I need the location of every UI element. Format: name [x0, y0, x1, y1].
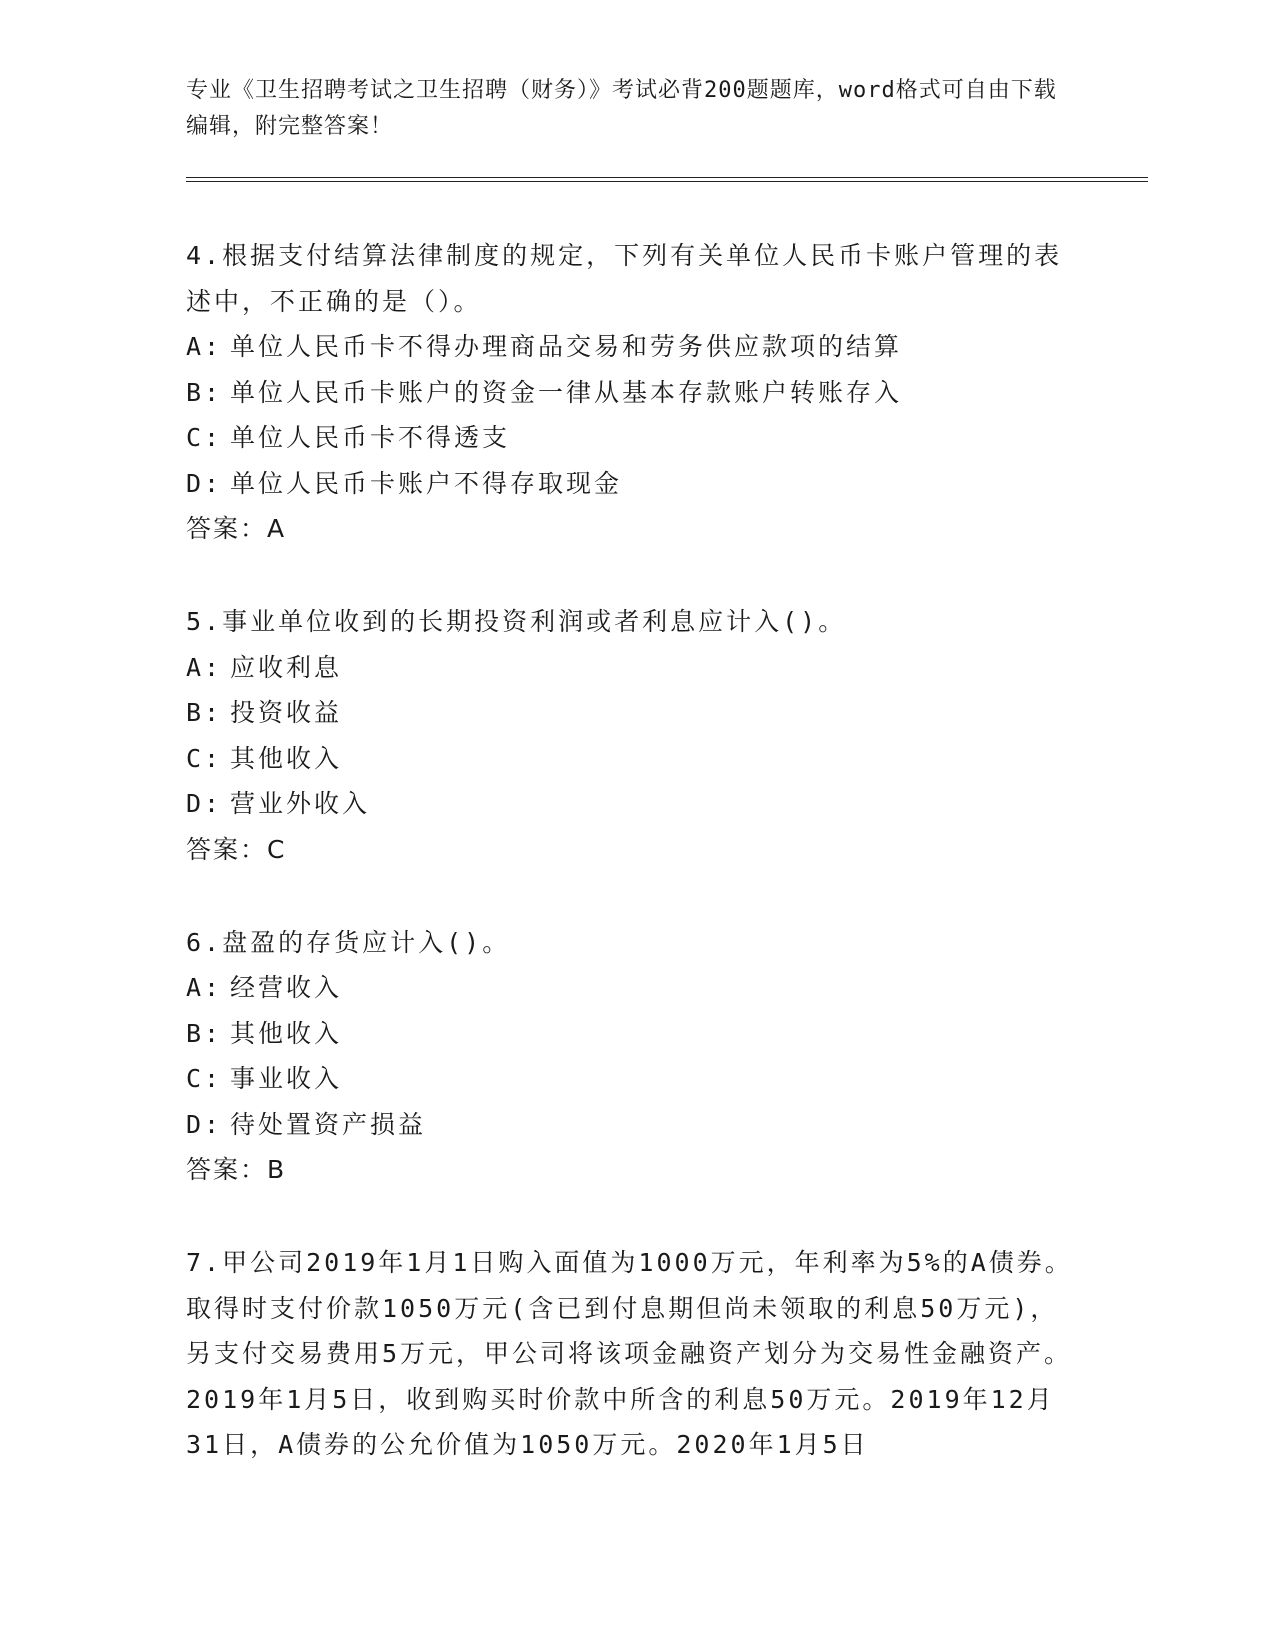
document-header: 专业《卫生招聘考试之卫生招聘（财务）》考试必背200题题库，word格式可自由下载编辑，附完整答案！ [186, 78, 1057, 139]
answer-label: 答案：A [186, 514, 287, 543]
option-a [186, 324, 1086, 370]
option-c [186, 1056, 1086, 1102]
option-a [186, 965, 1086, 1011]
option-text: 其他收入 [230, 1018, 343, 1048]
option-letter: D: [186, 1109, 223, 1139]
option-c [186, 736, 1086, 782]
question-7 [186, 1240, 1086, 1468]
option-letter: D: [186, 468, 223, 498]
option-b [186, 690, 1086, 736]
option-d [186, 1102, 1086, 1148]
question-list [186, 233, 1086, 1515]
option-text: 待处置资产损益 [230, 1109, 427, 1139]
option-text: 其他收入 [230, 743, 343, 773]
question-stem: 6.盘盈的存货应计入()。 [186, 927, 511, 957]
option-letter: C: [186, 1064, 223, 1093]
question-stem: 5.事业单位收到的长期投资利润或者利息应计入()。 [186, 607, 847, 636]
header-divider-bottom [186, 181, 1148, 182]
option-letter: A: [186, 973, 223, 1002]
option-text: 单位人民币卡不得办理商品交易和劳务供应款项的结算 [230, 332, 903, 361]
option-text: 单位人民币卡账户的资金一律从基本存款账户转账存入 [230, 377, 903, 407]
question-stem: 4.根据支付结算法律制度的规定，下列有关单位人民币卡账户管理的表述中，不正确的是（）。 [186, 241, 1063, 316]
header-divider-top [186, 177, 1148, 178]
answer-label: 答案：C [186, 834, 287, 864]
option-text: 投资收益 [230, 698, 343, 727]
option-letter: B: [186, 1018, 223, 1048]
question-stem: 7.甲公司2019年1月1日购入面值为1000万元，年利率为5%的A债券。取得时支付价款1050万元(含已到付息期但尚未领取的利息50万元)，另支付交易费用5万元，甲公司将该项金融资产划分为交易性金融资产。2019年1月5日，收到购买时价款中所含的利息50万元。2019年12月31日，A债券的公允价值为1050万元。2020年1月5日 [186, 1248, 1073, 1459]
question-4 [186, 233, 1086, 552]
question-6 [186, 920, 1086, 1194]
option-letter: C: [186, 423, 223, 452]
question-5 [186, 599, 1086, 873]
option-text: 事业收入 [230, 1064, 343, 1093]
option-text: 应收利息 [230, 652, 343, 682]
option-b [186, 370, 1086, 416]
option-text: 单位人民币卡账户不得存取现金 [230, 468, 623, 498]
option-d [186, 461, 1086, 507]
answer-label: 答案：B [186, 1155, 287, 1184]
option-text: 营业外收入 [230, 789, 371, 818]
option-b [186, 1011, 1086, 1057]
option-text: 单位人民币卡不得透支 [230, 423, 511, 452]
option-letter: D: [186, 789, 223, 818]
option-d [186, 781, 1086, 827]
option-a [186, 645, 1086, 691]
option-letter: C: [186, 743, 223, 773]
option-text: 经营收入 [230, 973, 343, 1002]
option-letter: B: [186, 698, 223, 727]
option-letter: A: [186, 332, 223, 361]
option-letter: B: [186, 377, 223, 407]
option-letter: A: [186, 652, 223, 682]
option-c [186, 415, 1086, 461]
